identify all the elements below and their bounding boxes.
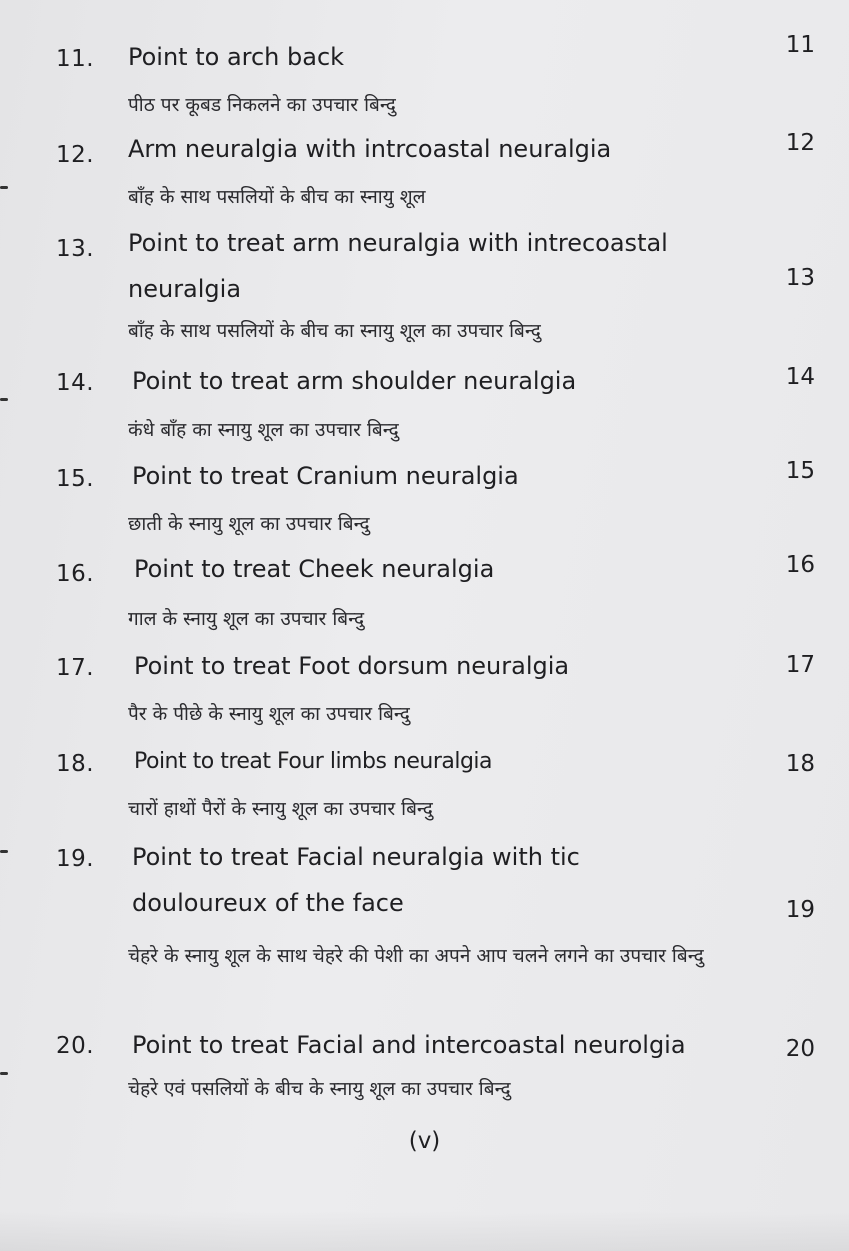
- entry-hindi: गाल के स्नायु शूल का उपचार बिन्दु: [128, 608, 365, 630]
- entry-number: 19.: [56, 846, 95, 872]
- entry-number: 18.: [56, 751, 95, 777]
- entry-hindi: छाती के स्नायु शूल का उपचार बिन्दु: [128, 513, 370, 535]
- entry-number: 11.: [56, 46, 95, 72]
- entry-title: Point to treat Facial neuralgia with tic douloureux of the face: [132, 843, 580, 917]
- entry-number: 16.: [56, 561, 95, 587]
- entry-page: 16: [785, 552, 815, 578]
- entry-page: 15: [785, 458, 815, 484]
- entry-hindi: चेहरे एवं पसलियों के बीच के स्नायु शूल का उपचार बिन्दु: [128, 1078, 511, 1100]
- entry-title: Arm neuralgia with intrcoastal neuralgia: [128, 135, 612, 163]
- entry-number: 20.: [56, 1033, 95, 1059]
- spine-mark: [0, 850, 8, 853]
- entry-title: Point to treat Facial and intercoastal neurolgia: [132, 1031, 686, 1059]
- entry-title: Point to treat Foot dorsum neuralgia: [134, 652, 570, 680]
- entry-hindi: बाँह के साथ पसलियों के बीच का स्नायु शूल: [128, 186, 426, 208]
- entry-title: Point to treat arm shoulder neuralgia: [132, 367, 577, 395]
- entry-number: 17.: [56, 655, 95, 681]
- page-shadow: [0, 1211, 849, 1251]
- entry-title: Point to arch back: [128, 43, 345, 71]
- entry-number: 13.: [56, 236, 95, 262]
- spine-mark: [0, 186, 8, 189]
- spine-mark: [0, 398, 8, 401]
- entry-title: Point to treat Cranium neuralgia: [132, 462, 519, 490]
- entry-hindi: पैर के पीछे के स्नायु शूल का उपचार बिन्दु: [128, 703, 410, 725]
- entry-title: Point to treat Cheek neuralgia: [134, 555, 495, 583]
- entry-title: Point to treat Four limbs neuralgia: [134, 749, 493, 774]
- spine-mark: [0, 1072, 8, 1075]
- entry-title: Point to treat arm neuralgia with intrecoastal neuralgia: [128, 229, 668, 303]
- entry-hindi: बाँह के साथ पसलियों के बीच का स्नायु शूल का उपचार बिन्दु: [128, 320, 541, 342]
- entry-page: 18: [785, 751, 815, 777]
- entry-page: 19: [785, 897, 815, 923]
- entry-page: 12: [785, 130, 815, 156]
- entry-page: 13: [785, 265, 815, 291]
- entry-page: 14: [785, 364, 815, 390]
- entry-page: 17: [785, 652, 815, 678]
- entry-page: 20: [785, 1036, 815, 1062]
- page-number: (v): [408, 1128, 441, 1154]
- entry-number: 15.: [56, 466, 95, 492]
- entry-number: 12.: [56, 142, 95, 168]
- entry-hindi: चेहरे के स्नायु शूल के साथ चेहरे की पेशी का अपने आप चलने लगने का उपचार बिन्दु: [128, 945, 704, 967]
- entry-number: 14.: [56, 370, 95, 396]
- entry-hindi: पीठ पर कूबड निकलने का उपचार बिन्दु: [128, 94, 396, 116]
- entry-page: 11: [785, 32, 815, 58]
- entry-hindi: चारों हाथों पैरों के स्नायु शूल का उपचार बिन्दु: [128, 798, 433, 820]
- entry-hindi: कंधे बाँह का स्नायु शूल का उपचार बिन्दु: [128, 419, 399, 441]
